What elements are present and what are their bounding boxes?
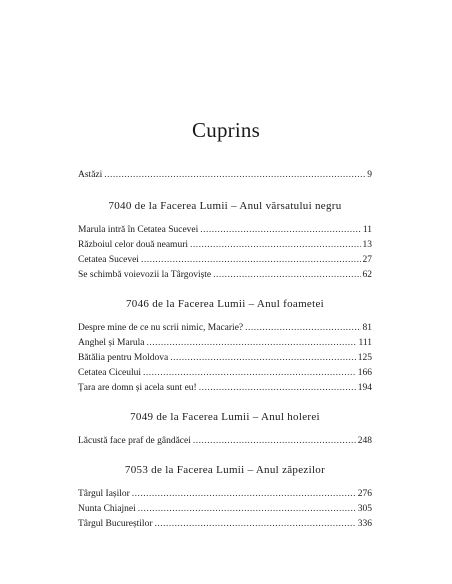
toc-entry-label: Cetatea Ciceului <box>78 368 142 378</box>
toc-entry-label: Cetatea Sucevei <box>78 255 139 265</box>
toc-entry-label: Se schimbă voievozii la Târgoviște <box>78 270 212 280</box>
toc-entry-page: 9 <box>367 170 372 180</box>
toc-entry[interactable] <box>78 238 372 253</box>
toc-entry[interactable] <box>78 268 372 283</box>
toc-entry-page: 11 <box>362 225 372 235</box>
toc-entry-page: 125 <box>357 353 372 363</box>
dot-leader <box>143 366 356 381</box>
toc-entry-label: Nunta Chiajnei <box>78 504 136 514</box>
table-of-contents <box>78 168 372 532</box>
section-heading: 7046 de la Facerea Lumii – Anul foametei <box>125 298 325 310</box>
toc-entry-label: Țara are domn și acela sunt eu! <box>78 383 197 393</box>
dot-leader <box>155 517 356 532</box>
toc-entry-page: 336 <box>357 519 372 529</box>
toc-entry-page: 166 <box>357 368 372 378</box>
toc-entry-label: Anghel și Marula <box>78 338 145 348</box>
toc-entry[interactable] <box>78 366 372 381</box>
dot-leader <box>213 268 360 283</box>
toc-entry-label: Târgul Bucureștilor <box>78 519 153 529</box>
toc-entry-page: 248 <box>357 436 372 446</box>
dot-leader <box>200 223 361 238</box>
toc-entry-page: 194 <box>357 383 372 393</box>
toc-entry[interactable] <box>78 487 372 502</box>
toc-entry[interactable] <box>78 434 372 449</box>
dot-leader <box>193 434 356 449</box>
dot-leader <box>245 321 360 336</box>
toc-entry[interactable] <box>78 253 372 268</box>
dot-leader <box>147 336 357 351</box>
page-title: Cuprins <box>192 118 260 142</box>
toc-entry-page: 27 <box>362 255 372 265</box>
dot-leader <box>190 238 360 253</box>
toc-entry-intro[interactable] <box>78 168 372 183</box>
dot-leader <box>104 168 365 183</box>
dot-leader <box>199 381 356 396</box>
dot-leader <box>132 487 356 502</box>
toc-entry-label: Lăcustă face praf de gândăcei <box>78 436 191 446</box>
toc-entry[interactable] <box>78 351 372 366</box>
toc-entry-label: Războiul celor două neamuri <box>78 240 189 250</box>
toc-entry-label: Astăzi <box>78 170 103 180</box>
toc-entry-page: 13 <box>362 240 372 250</box>
toc-entry[interactable] <box>78 223 372 238</box>
toc-entry-label: Despre mine de ce nu scrii nimic, Macarie? <box>78 323 244 333</box>
section-heading: 7053 de la Facerea Lumii – Anul zăpezilor <box>124 464 326 476</box>
dot-leader <box>170 351 356 366</box>
section-heading: 7040 de la Facerea Lumii – Anul vărsatului negru <box>108 200 342 212</box>
toc-entry[interactable] <box>78 517 372 532</box>
dot-leader <box>138 502 356 517</box>
toc-entry-page: 276 <box>357 489 372 499</box>
toc-entry-page: 81 <box>362 323 372 333</box>
toc-entry-label: Bătălia pentru Moldova <box>78 353 169 363</box>
toc-entry[interactable] <box>78 321 372 336</box>
dot-leader <box>141 253 361 268</box>
toc-entry-page: 305 <box>357 504 372 514</box>
toc-entry-label: Târgul Iașilor <box>78 489 130 499</box>
toc-entry-page: 62 <box>362 270 372 280</box>
toc-entry-label: Marula intră în Cetatea Sucevei <box>78 225 199 235</box>
section-heading: 7049 de la Facerea Lumii – Anul holerei <box>130 411 320 423</box>
toc-entry-page: 111 <box>358 338 372 348</box>
toc-entry[interactable] <box>78 336 372 351</box>
toc-entry[interactable] <box>78 381 372 396</box>
toc-entry[interactable] <box>78 502 372 517</box>
